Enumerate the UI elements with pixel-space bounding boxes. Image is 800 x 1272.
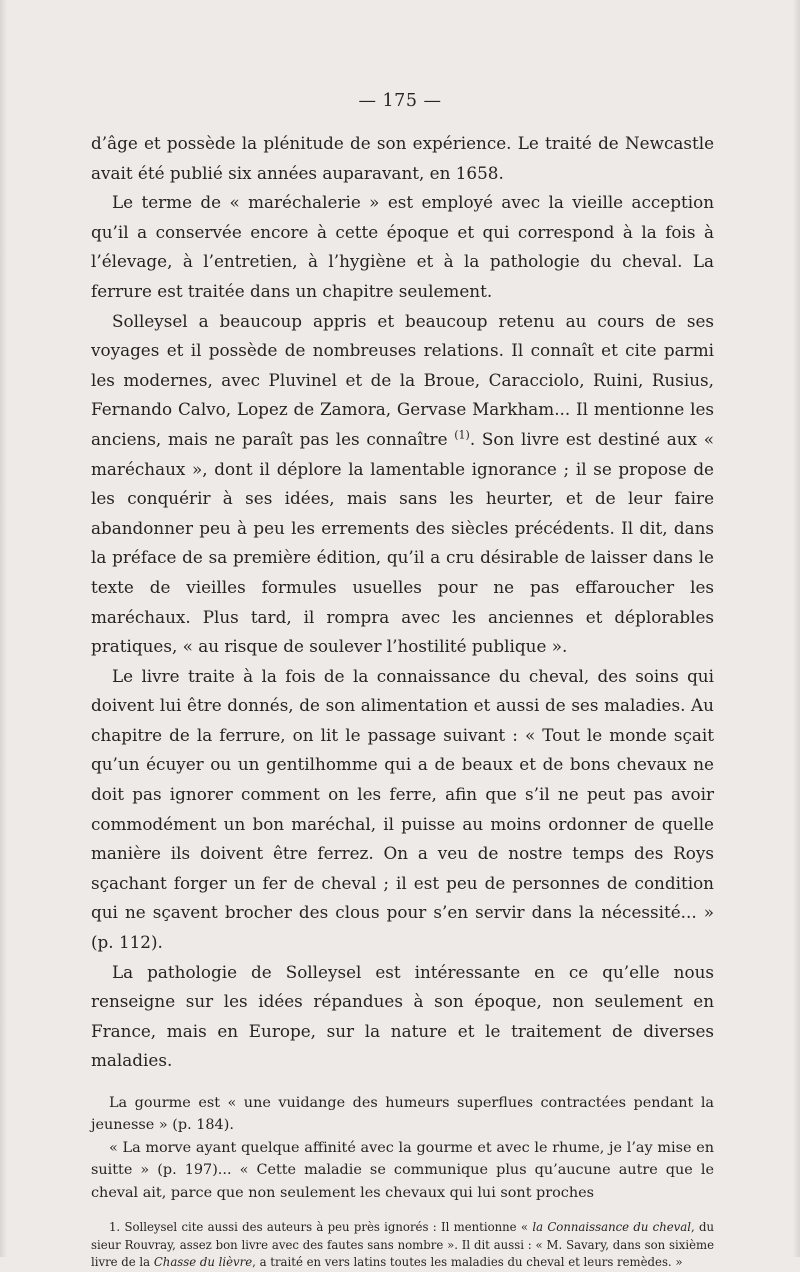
quote-paragraph: La gourme est « une vuidange des humeurs superflues contractées pendant la jeunesse » (p. 184). xyxy=(91,1095,714,1134)
paragraph-text: . Son livre est destiné aux « maréchaux », dont il déplore la lamentable ignorance ; il se propose de les conquérir à ses idées, mais sans les heurter, et de leur faire abandonner peu à peu les errements des siècles précédents. Il dit, dans la préface de sa première édition, qu’il a cru désirable de laisser dans le texte de vieilles formules usuelles pour ne pas effaroucher les maréchaux. Plus tard, il rompra avec les anciennes et déplorables pratiques, « au risque de soulever l’hostilité publique ». xyxy=(91,428,714,657)
page-edge-left xyxy=(0,0,7,1257)
page-edge-right xyxy=(793,0,800,1257)
paragraph: d’âge et possède la plénitude de son expérience. Le traité de Newcastle avait été publié six années auparavant, en 1658. xyxy=(91,133,714,183)
footnote-book-title: la Connaissance du cheval xyxy=(532,1220,691,1235)
paragraph: Le terme de « maréchalerie » est employé avec la vieille acception qu’il a conservée encore à cette époque et qui correspond à la fois à l’élevage, à l’entretien, à l’hygiène et à la pathologie du cheval. La ferrure est traitée dans un chapitre seulement. xyxy=(91,192,714,301)
page-content xyxy=(91,129,714,1272)
paragraph-text: Solleysel a beaucoup appris et beaucoup retenu au cours de ses voyages et il possède de nombreuses relations. Il connaît et cite parmi les modernes, avec Pluvinel et de la Broue, Caracciolo, Ruini, Rusius, Fernando Calvo, Lopez de Zamora, Gervase Markham... Il mentionne les anciens, mais ne paraît pas les connaître xyxy=(91,310,714,449)
footnote-text xyxy=(91,1219,714,1272)
paragraph: La pathologie de Solleysel est intéressante en ce qu’elle nous renseigne sur les idées répandues à son époque, non seulement en France, mais en Europe, sur la nature et le traitement de diverses maladies. xyxy=(91,961,714,1071)
quoted-passages xyxy=(91,1092,714,1204)
quote-paragraph: « La morve ayant quelque affinité avec la gourme et avec le rhume, je l’ay mise en suitte » (p. 197)... « Cette maladie se communique plus qu’aucune autre que le cheval ait, parce que non seulement les chevaux qui lui sont proches xyxy=(91,1139,714,1201)
footnote-book-title: Chasse du lièvre xyxy=(153,1255,253,1270)
footnote-part: 1. Solleysel cite aussi des auteurs à peu près ignorés : Il mentionne « xyxy=(109,1220,533,1235)
footnote-reference[interactable]: (1) xyxy=(454,428,470,442)
paragraph: Le livre traite à la fois de la connaissance du cheval, des soins qui doivent lui être donnés, de son alimentation et aussi de ses maladies. Au chapitre de la ferrure, on lit le passage suivant : « Tout le monde sçait qu’un écuyer ou un gentilhomme qui a de beaux et de bons chevaux ne doit pas ignorer comment on les ferre, afin que s’il ne peut pas avoir commodément un bon maréchal, il puisse au moins ordonner de quelle manière ils doivent être ferrez. On a veu de nostre temps des Roys sçachant forger un fer de cheval ; il est peu de personnes de condition qui ne sçavent brocher des clous pour s’en servir dans la nécessité... » (p. 112). xyxy=(91,665,714,953)
footnote-part: , du sieur Rouvray, assez bon livre avec des fautes sans nombre ». Il dit aussi : « M. Savary, dans son sixième livre de la xyxy=(91,1220,714,1270)
paragraph xyxy=(91,307,714,662)
body-text xyxy=(91,129,714,1076)
footnote xyxy=(91,1219,714,1272)
page-number: — 175 — xyxy=(358,91,442,111)
footnote-part: , a traité en vers latins toutes les maladies du cheval et leurs remèdes. » xyxy=(252,1255,683,1270)
